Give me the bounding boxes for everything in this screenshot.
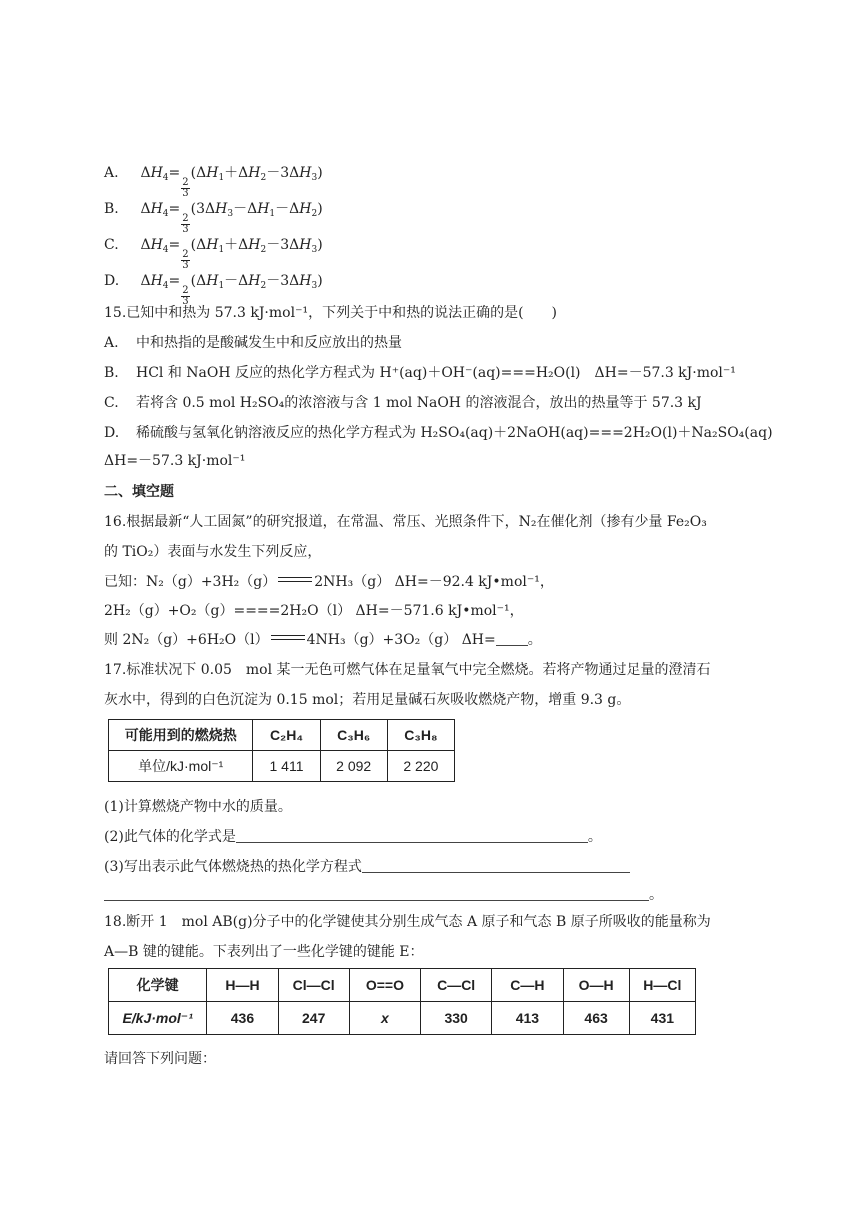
- q16-target-equation: 则 2N₂（g）+6H₂O（l） 4NH₃（g）+3O₂（g） ΔH= 。: [104, 632, 542, 648]
- q15-option-d: [104, 423, 773, 443]
- table-cell: x: [349, 1002, 420, 1035]
- q15-option-a: [104, 333, 402, 353]
- q15-option-c: [104, 393, 702, 413]
- table-header-cell: O—H: [563, 969, 629, 1002]
- q16-line-1: 16.根据最新“人工固氮”的研究报道，在常温、常压、光照条件下，N₂在催化剂（掺有少量 Fe₂O₃: [104, 514, 707, 530]
- table-cell: 330: [421, 1002, 492, 1035]
- option-letter: D.: [104, 425, 120, 441]
- table-header-cell: C—H: [492, 969, 563, 1002]
- q16-equation-2: 2H₂（g）+O₂（g）====2H₂O（l） ΔH=－571.6 kJ•mol⁻¹，: [104, 603, 524, 619]
- option-formula: $\Delta H_4=$ $\frac{2}{3}$ $(3\Delta H_3-\Delta H_1-\Delta H_2)$: [140, 201, 323, 235]
- q18-line-2: A—B 键的键能。下表列出了一些化学键的键能 E：: [104, 944, 424, 960]
- section-title: 二、填空题: [104, 484, 174, 500]
- q14-option-a: [104, 163, 323, 199]
- table-cell: 436: [207, 1002, 278, 1035]
- q17-sub-3: (3)写出表示此气体燃烧热的热化学方程式: [104, 857, 630, 877]
- q18-prompt: 请回答下列问题：: [104, 1051, 216, 1067]
- equilibrium-arrow-icon: [269, 633, 307, 643]
- table-cell: 1 411: [253, 751, 320, 782]
- option-text: 中和热指的是酸碱发生中和反应放出的热量: [136, 335, 402, 351]
- combustion-heat-table: [108, 719, 455, 782]
- q14-option-b: [104, 199, 323, 235]
- option-letter: A.: [104, 335, 119, 351]
- table-row: [109, 969, 696, 1002]
- table-header-cell: 可能用到的燃烧热: [109, 720, 253, 751]
- bond-energy-table: [108, 968, 696, 1035]
- option-text: 稀硫酸与氢氧化钠溶液反应的热化学方程式为 H₂SO₄(aq)＋2NaOH(aq)===2H₂O(l)＋Na₂SO₄(aq): [136, 425, 773, 441]
- option-letter: C.: [104, 395, 119, 411]
- option-text: 若将含 0.5 mol H₂SO₄的浓溶液与含 1 mol NaOH 的溶液混合，放出的热量等于 57.3 kJ: [136, 395, 702, 411]
- answer-blank[interactable]: [236, 828, 588, 843]
- option-text: HCl 和 NaOH 反应的热化学方程式为 H⁺(aq)＋OH⁻(aq)===H₂O(l) ΔH=－57.3 kJ·mol⁻¹: [136, 365, 736, 381]
- q17-line-2: 灰水中，得到的白色沉淀为 0.15 mol；若用足量碱石灰吸收燃烧产物，增重 9.3 g。: [104, 692, 631, 708]
- q15-option-d-continuation: ΔH=－57.3 kJ·mol⁻¹: [104, 453, 246, 469]
- table-row: [109, 720, 455, 751]
- q17-sub-1: (1)计算燃烧产物中水的质量。: [104, 799, 292, 815]
- option-formula: $\Delta H_4=$ $\frac{2}{3}$ $(\Delta H_1+\Delta H_2-3\Delta H_3)$: [140, 165, 323, 199]
- q17-sub-2: (2)此气体的化学式是 。: [104, 829, 602, 845]
- table-header-cell: C₃H₈: [387, 720, 454, 751]
- table-header-cell: C—Cl: [421, 969, 492, 1002]
- table-cell: 247: [278, 1002, 349, 1035]
- table-cell: 2 092: [320, 751, 387, 782]
- answer-blank[interactable]: [496, 631, 528, 646]
- q15-option-b: [104, 363, 736, 383]
- option-formula: $\Delta H_4=$ $\frac{2}{3}$ $(\Delta H_1-\Delta H_2-3\Delta H_3)$: [140, 273, 323, 307]
- table-header-cell: H—H: [207, 969, 278, 1002]
- table-cell: 单位/kJ·mol⁻¹: [109, 751, 253, 782]
- answer-blank[interactable]: [362, 858, 630, 873]
- table-cell: 413: [492, 1002, 563, 1035]
- table-header-cell: C₃H₆: [320, 720, 387, 751]
- equilibrium-arrow-icon: [276, 575, 314, 585]
- q16-line-2: 的 TiO₂）表面与水发生下列反应，: [104, 544, 322, 560]
- table-header-cell: 化学键: [109, 969, 207, 1002]
- option-letter: B.: [104, 365, 119, 381]
- option-letter: A.: [104, 165, 119, 181]
- table-row: [109, 751, 455, 782]
- q15-stem: 15.已知中和热为 57.3 kJ·mol⁻¹，下列关于中和热的说法正确的是( ): [104, 305, 557, 321]
- q14-option-c: [104, 235, 323, 271]
- table-cell: 463: [563, 1002, 629, 1035]
- q17-line-1: 17.标准状况下 0.05 mol 某一无色可燃气体在足量氧气中完全燃烧。若将产物通过足量的澄清石: [104, 662, 711, 678]
- answer-blank[interactable]: [104, 886, 649, 901]
- table-cell: 2 220: [387, 751, 454, 782]
- option-letter: D.: [104, 273, 120, 289]
- q14-option-d: [104, 271, 323, 307]
- table-header-cell: H—Cl: [629, 969, 695, 1002]
- q16-known-equation: 已知：N₂（g）+3H₂（g） 2NH₃（g） ΔH=－92.4 kJ•mol⁻¹，: [104, 574, 554, 590]
- table-header-cell: Cl—Cl: [278, 969, 349, 1002]
- table-header-cell: O==O: [349, 969, 420, 1002]
- table-cell: 431: [629, 1002, 695, 1035]
- table-row: [109, 1002, 696, 1035]
- q17-sub-3-continuation: 。: [104, 885, 663, 905]
- table-header-cell: C₂H₄: [253, 720, 320, 751]
- option-letter: B.: [104, 201, 119, 217]
- option-formula: $\Delta H_4=$ $\frac{2}{3}$ $(\Delta H_1+\Delta H_2-3\Delta H_3)$: [140, 237, 323, 271]
- option-letter: C.: [104, 237, 119, 253]
- q18-line-1: 18.断开 1 mol AB(g)分子中的化学键使其分别生成气态 A 原子和气态 B 原子所吸收的能量称为: [104, 914, 711, 930]
- table-cell: E/kJ·mol⁻¹: [109, 1002, 207, 1035]
